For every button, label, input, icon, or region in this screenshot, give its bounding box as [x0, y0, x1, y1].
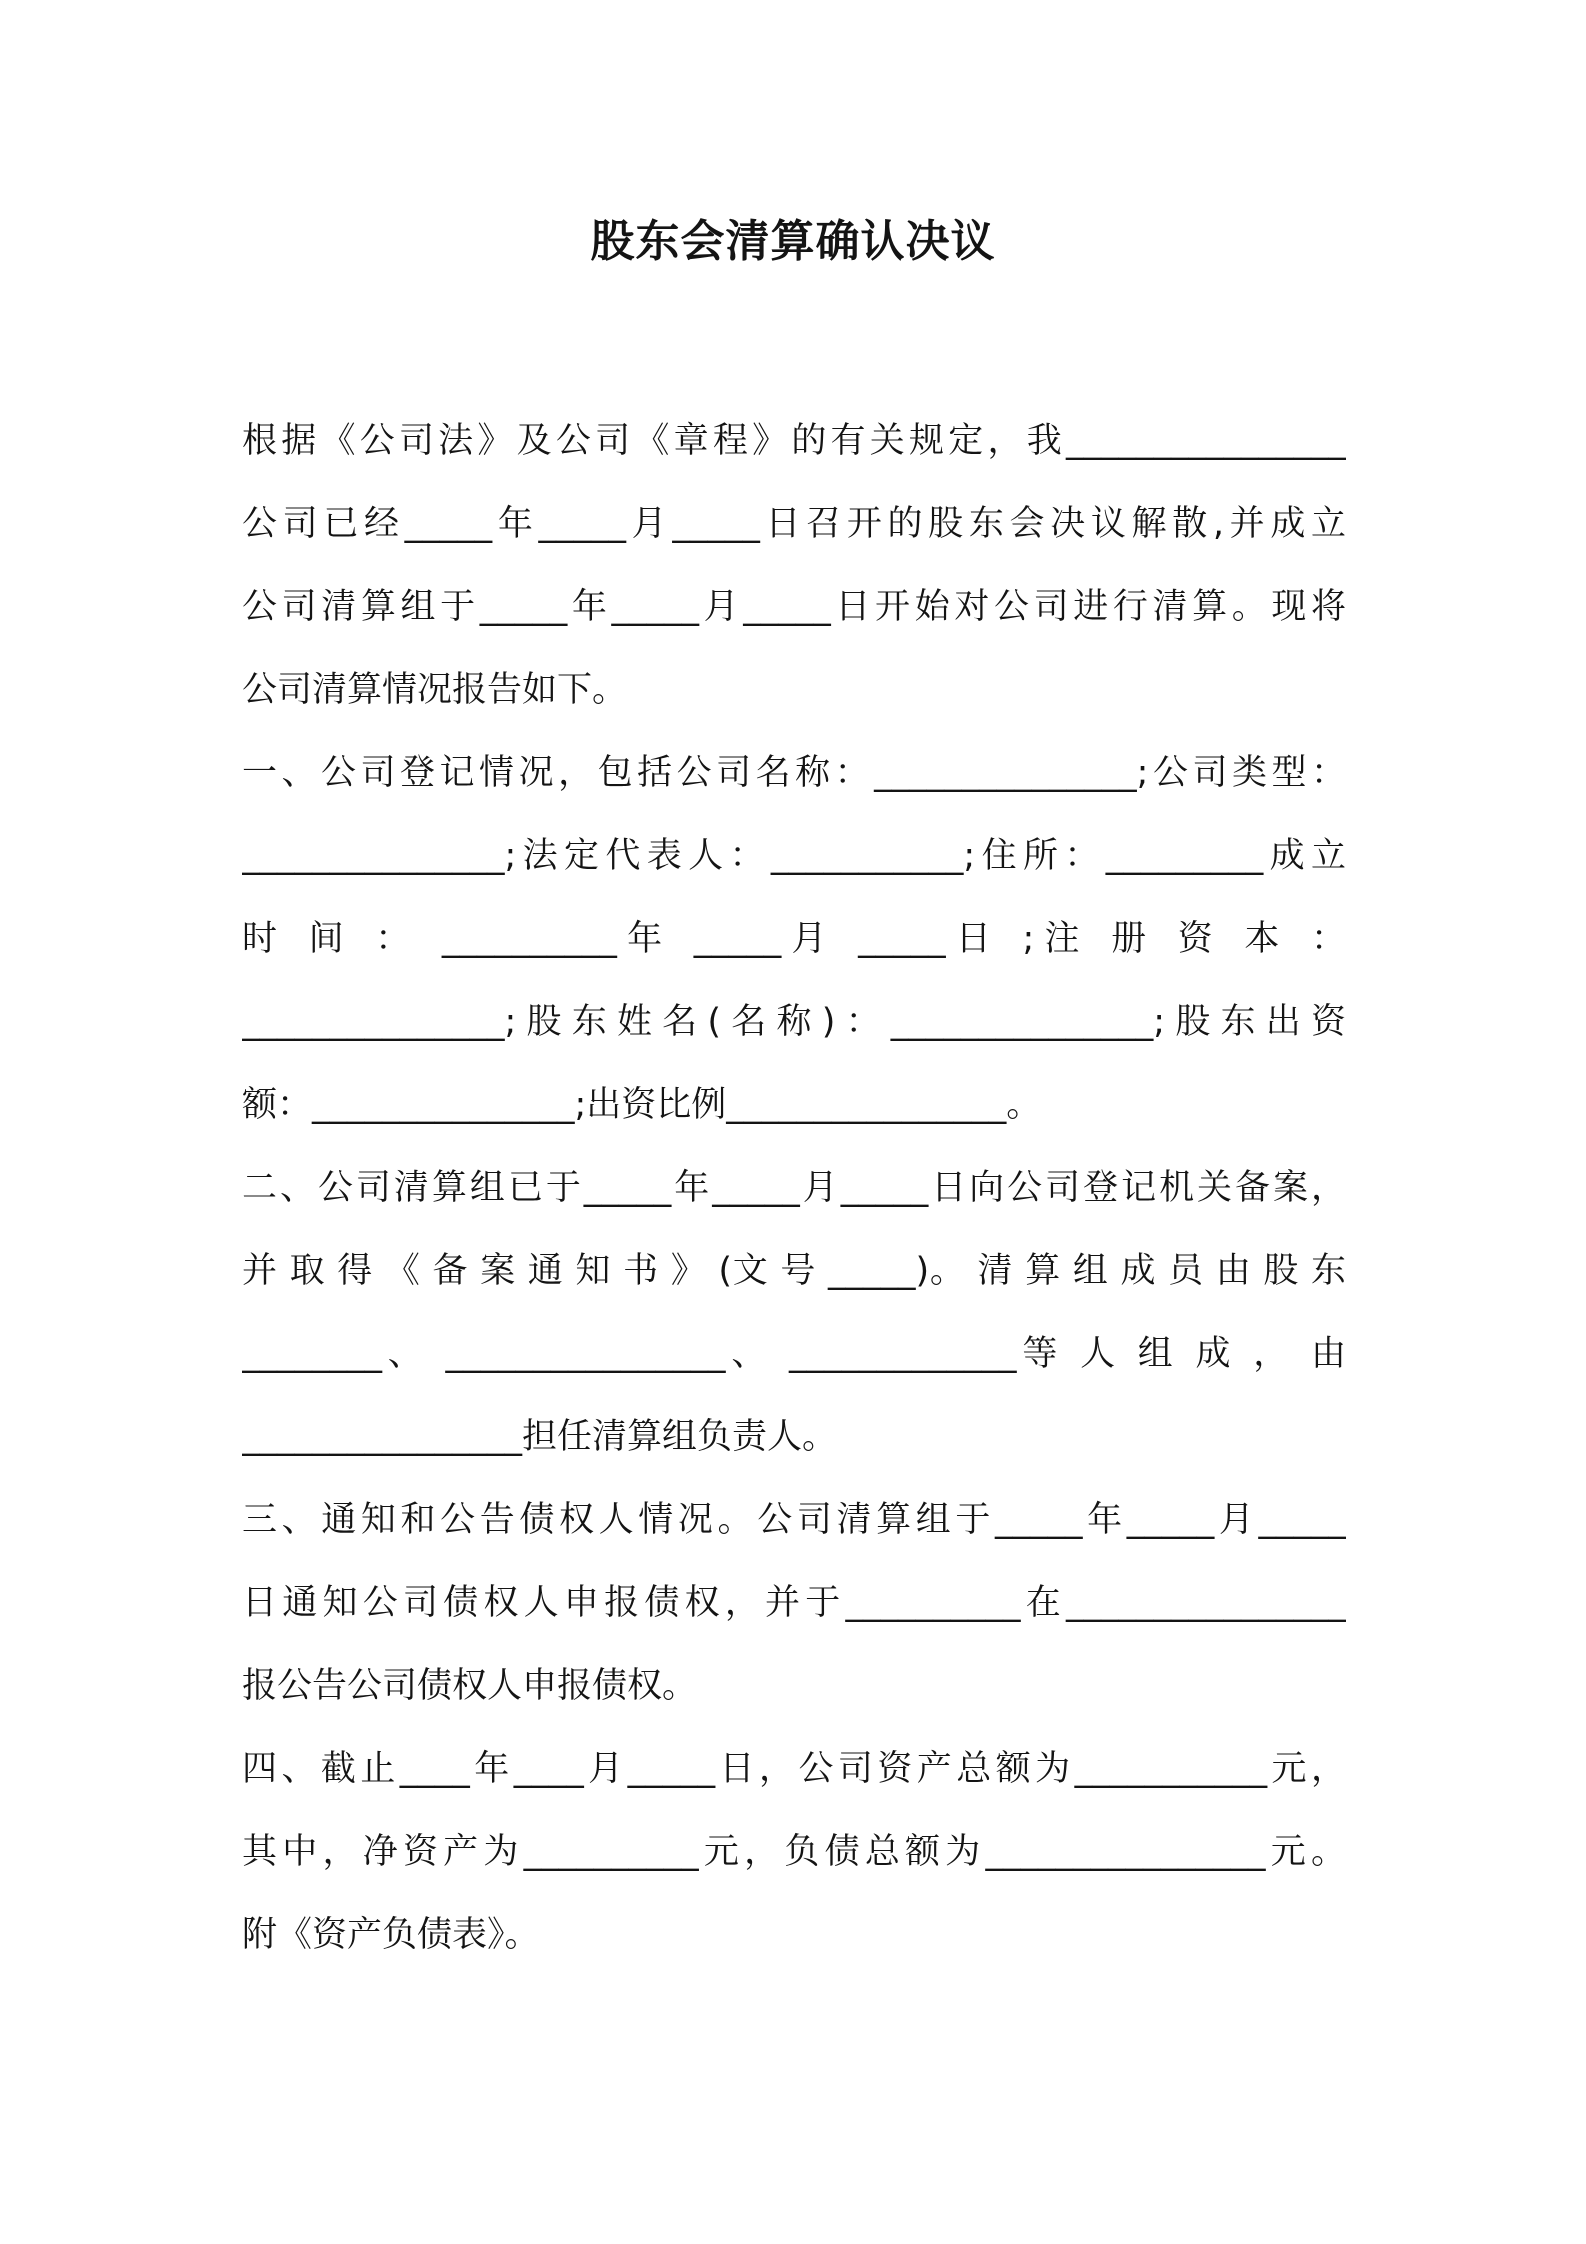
- text-line: ________________担任清算组负责人。: [242, 1417, 838, 1457]
- text-line: _______________;股东姓名(名称)：_______________;股东出资: [242, 1002, 1346, 1042]
- text-line: 三、通知和公告债权人情况。公司清算组于_____年_____月_____: [242, 1500, 1346, 1540]
- document-body: [242, 411, 1346, 1988]
- text-line: 日通知公司债权人申报债权，并于__________在________________: [242, 1583, 1346, 1623]
- text-line: 公司清算组于_____年_____月_____日开始对公司进行清算。现将: [242, 587, 1346, 627]
- text-line: _______________;法定代表人：___________;住所：_________成立: [242, 836, 1346, 876]
- text-line: 根据《公司法》及公司《章程》的有关规定，我________________: [242, 421, 1346, 461]
- text-line: 二、公司清算组已于_____年_____月_____日向公司登记机关备案，: [242, 1168, 1346, 1208]
- text-line: 报公告公司债权人申报债权。: [242, 1666, 698, 1706]
- text-line: 并 取 得 《 备 案 通 知 书 》 (文 号 _____)。 清 算 组 成 员 由 股 东: [242, 1251, 1346, 1291]
- text-line: 一、公司登记情况，包括公司名称：_______________;公司类型：: [242, 753, 1346, 793]
- text-line: 公司清算情况报告如下。: [242, 670, 628, 710]
- text-line: 时 间 ： __________年 _____月 _____日 ;注 册 资 本 ：: [242, 919, 1346, 959]
- text-line: 四、截止____年____月_____日，公司资产总额为___________元，: [242, 1749, 1346, 1789]
- text-line: 其中，净资产为__________元，负债总额为________________元。: [242, 1832, 1346, 1872]
- text-line: ________、 ________________、 _____________等 人 组 成 ， 由: [242, 1334, 1346, 1374]
- text-line: 附《资产负债表》。: [242, 1915, 540, 1955]
- document-title: 股东会清算确认决议: [590, 216, 996, 267]
- text-line: 公司已经_____年_____月_____日召开的股东会决议解散,并成立: [242, 504, 1346, 544]
- text-line: 额：_______________;出资比例________________。: [242, 1085, 1042, 1125]
